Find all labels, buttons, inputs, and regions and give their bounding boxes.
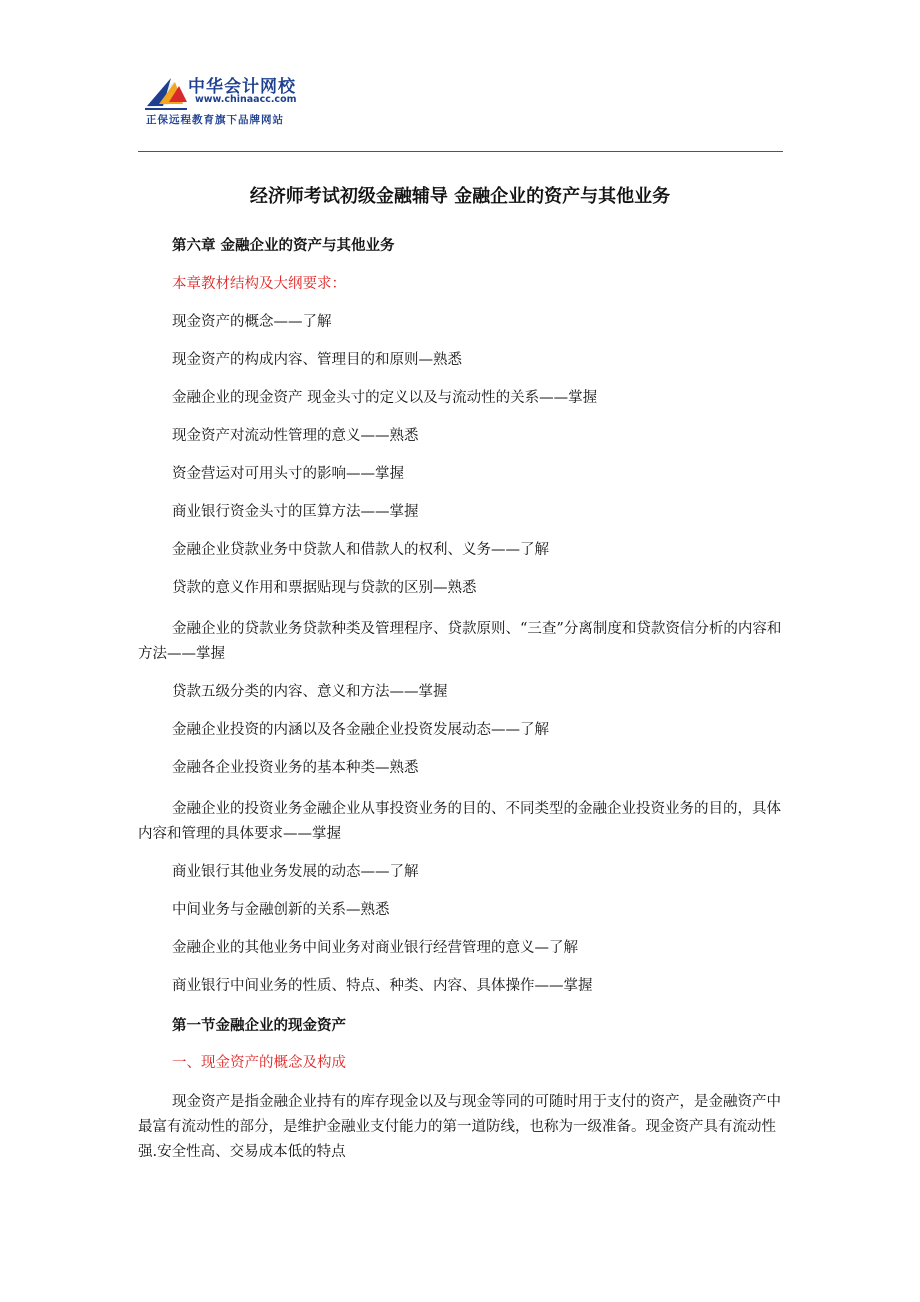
brand-name: 中华会计网校 [188,77,296,97]
body-paragraph: 现金资产是指金融企业持有的库存现金以及与现金等同的可随时用于支付的资产，是金融资产中最富有流动性的部分，是维护金融业支付能力的第一道防线，也称为一级准备。现金资产具有流动性强.安全性高、交易成本低的特点 [138,1094,781,1160]
requirement-item: 贷款的意义作用和票据贴现与贷款的区别—熟悉 [172,580,477,596]
site-url: www.chinaacc.com [195,94,297,105]
structure-heading: 本章教材结构及大纲要求： [172,276,346,292]
requirement-item: 金融企业的贷款业务贷款种类及管理程序、贷款原则、“三查”分离制度和贷款资信分析的内容和方法——掌握 [138,621,782,662]
requirement-item: 现金资产的构成内容、管理目的和原则—熟悉 [172,352,462,368]
requirement-item: 现金资产对流动性管理的意义——熟悉 [172,428,419,444]
logo-mark-icon [143,72,189,110]
requirement-item: 金融企业的其他业务中间业务对商业银行经营管理的意义—了解 [172,940,578,956]
chinaacc-logo [143,66,313,132]
requirement-item: 中间业务与金融创新的关系—熟悉 [172,902,390,918]
requirement-item: 资金营运对可用头寸的影响——掌握 [172,466,404,482]
requirement-item: 金融企业投资的内涵以及各金融企业投资发展动态——了解 [172,722,549,738]
requirement-item: 金融各企业投资业务的基本种类—熟悉 [172,760,419,776]
requirement-item: 金融企业贷款业务中贷款人和借款人的权利、义务——了解 [172,542,549,558]
requirement-item: 金融企业的现金资产 现金头寸的定义以及与流动性的关系——掌握 [172,390,598,406]
requirement-item: 商业银行其他业务发展的动态——了解 [172,864,419,880]
requirement-item: 商业银行资金头寸的匡算方法——掌握 [172,504,419,520]
section-heading: 第一节金融企业的现金资产 [172,1018,346,1034]
requirement-item: 贷款五级分类的内容、意义和方法——掌握 [172,684,448,700]
header-divider [138,151,783,152]
subsection-heading: 一、现金资产的概念及构成 [172,1055,346,1071]
requirement-item: 商业银行中间业务的性质、特点、种类、内容、具体操作——掌握 [172,978,593,994]
brand-slogan: 正保远程教育旗下品牌网站 [146,114,284,126]
requirement-item: 现金资产的概念——了解 [172,314,332,330]
page-title: 经济师考试初级金融辅导 金融企业的资产与其他业务 [249,186,671,207]
requirement-item: 金融企业的投资业务金融企业从事投资业务的目的、不同类型的金融企业投资业务的目的，具体内容和管理的具体要求——掌握 [138,801,781,842]
chapter-heading: 第六章 金融企业的资产与其他业务 [172,238,395,254]
